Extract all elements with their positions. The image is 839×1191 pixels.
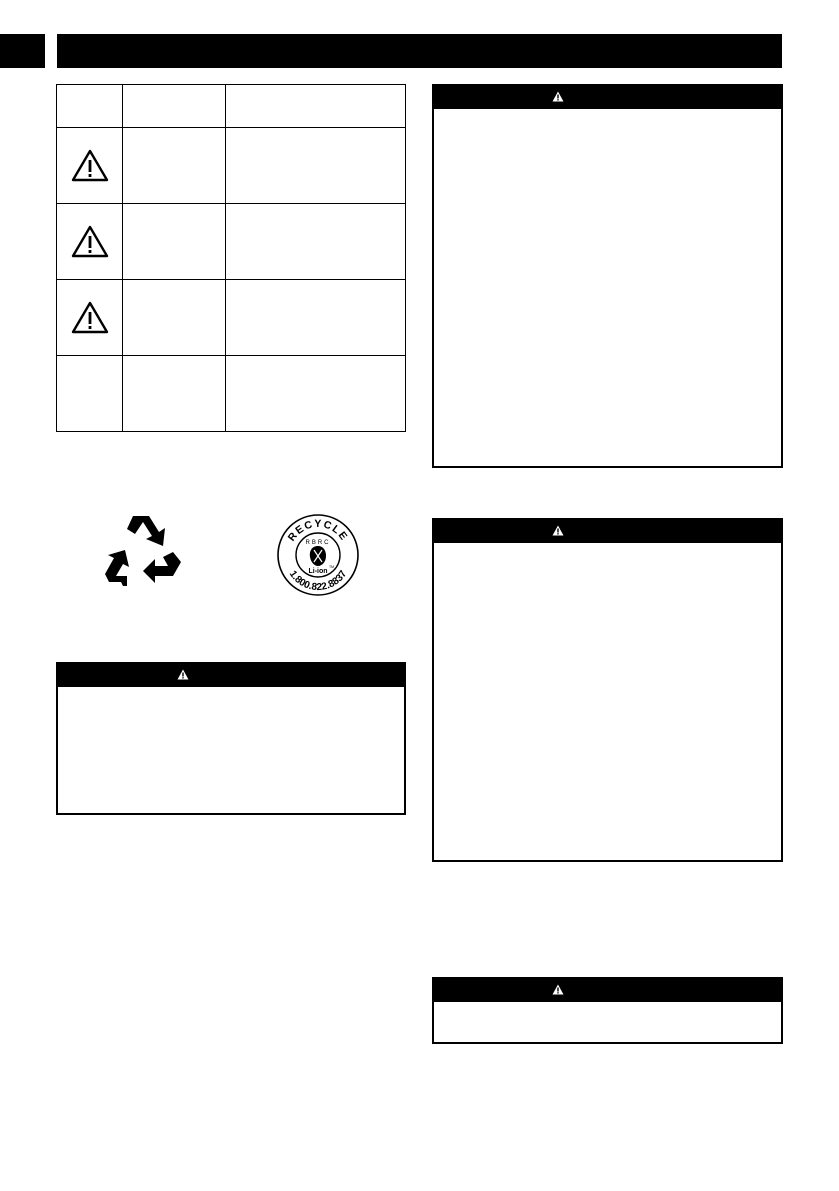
warning-notice-box	[432, 518, 783, 862]
table-header-cell	[57, 85, 123, 128]
warning-triangle-icon	[71, 225, 109, 259]
meaning-cell	[226, 280, 406, 356]
symbol-cell	[57, 128, 123, 204]
table-header-cell	[123, 85, 226, 128]
notice-header-bar	[434, 520, 781, 543]
warning-notice-box	[56, 662, 406, 815]
page-language-tab	[0, 34, 45, 68]
meaning-cell	[226, 356, 406, 432]
warning-notice-box	[432, 84, 783, 468]
table-row	[57, 356, 406, 432]
signal-word-cell	[123, 356, 226, 432]
symbol-cell	[57, 280, 123, 356]
symbol-cell	[57, 204, 123, 280]
rbrc-recycle-seal	[276, 513, 360, 597]
signal-word-cell	[123, 128, 226, 204]
notice-header-bar	[434, 86, 781, 109]
seal-phone-text: 1.800.822.8837	[286, 568, 350, 594]
seal-trademark: TM	[329, 565, 335, 569]
warning-triangle-icon	[552, 91, 564, 102]
meaning-cell	[226, 128, 406, 204]
notice-header-bar	[58, 664, 404, 687]
warning-triangle-icon	[177, 669, 189, 680]
table-header-cell	[226, 85, 406, 128]
table-header-row	[57, 85, 406, 128]
safety-symbols-table	[56, 84, 406, 432]
table-row	[57, 280, 406, 356]
signal-word-cell	[123, 280, 226, 356]
seal-top-text: RECYCLE	[285, 517, 351, 544]
seal-chemistry-text: Li-ion	[308, 568, 328, 575]
table-row	[57, 204, 406, 280]
section-header-bar	[57, 34, 782, 68]
symbol-cell	[57, 356, 123, 432]
recycle-arrows-icon	[103, 512, 183, 592]
warning-triangle-icon	[552, 525, 564, 536]
seal-org-text: RBRC	[305, 540, 331, 546]
warning-notice-box	[432, 977, 783, 1044]
table-row	[57, 128, 406, 204]
warning-triangle-icon	[552, 984, 564, 995]
warning-triangle-icon	[71, 301, 109, 335]
signal-word-cell	[123, 204, 226, 280]
meaning-cell	[226, 204, 406, 280]
warning-triangle-icon	[71, 149, 109, 183]
notice-header-bar	[434, 979, 781, 1002]
